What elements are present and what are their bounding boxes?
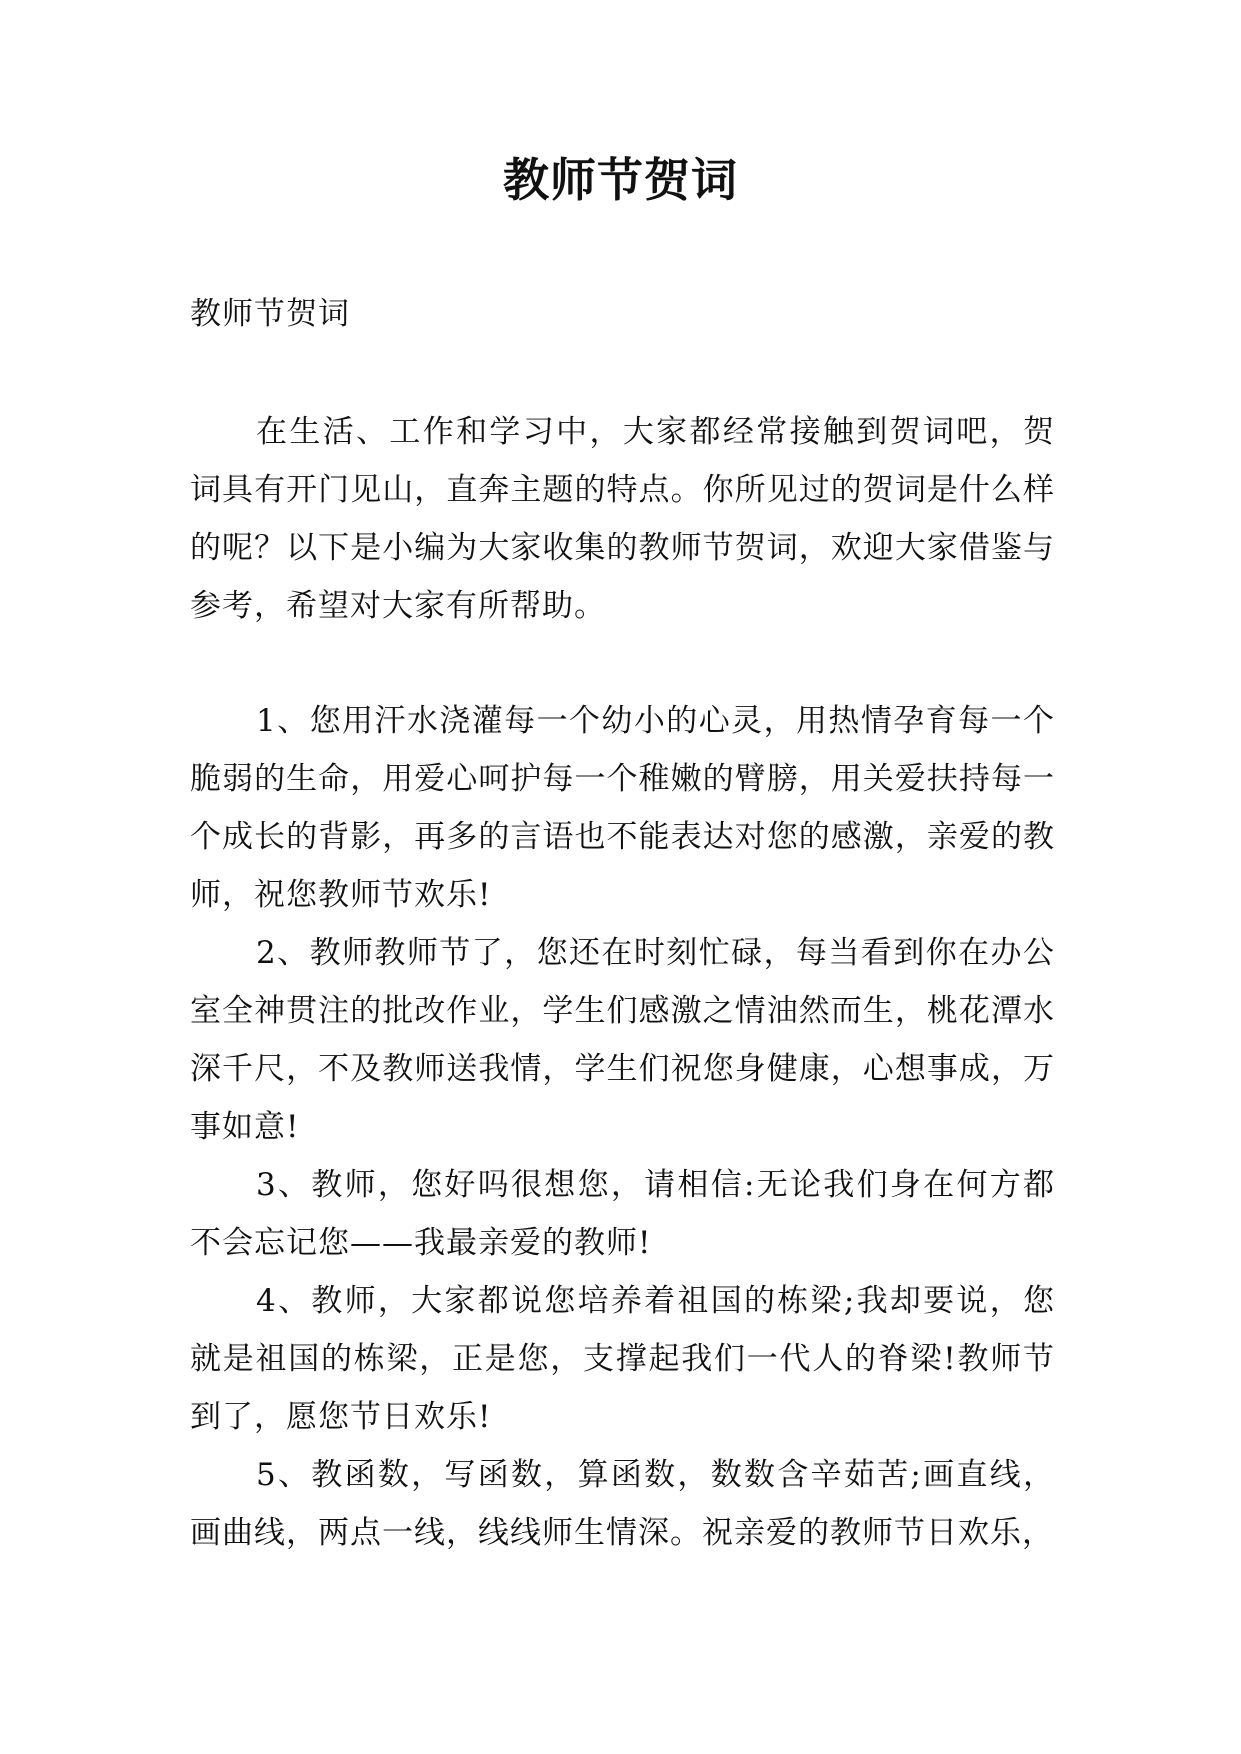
document-title: 教师节贺词: [503, 153, 738, 207]
greeting-item-3: 3、教师，您好吗很想您，请相信:无论我们身在何方都不会忘记您——我最亲爱的教师!: [190, 1167, 1055, 1261]
intro-paragraph: 在生活、工作和学习中，大家都经常接触到贺词吧，贺词具有开门见山，直奔主题的特点。你所见过的贺词是什么样的呢？以下是小编为大家收集的教师节贺词，欢迎大家借鉴与参考，希望对大家有所帮助。: [190, 414, 1055, 624]
greeting-item-4: 4、教师，大家都说您培养着祖国的栋梁;我却要说，您就是祖国的栋梁，正是您，支撑起我们一代人的脊梁!教师节到了，愿您节日欢乐!: [190, 1283, 1055, 1435]
greeting-item-2: 2、教师教师节了，您还在时刻忙碌，每当看到你在办公室全神贯注的批改作业，学生们感激之情油然而生，桃花潭水深千尺，不及教师送我情，学生们祝您身健康，心想事成，万事如意!: [190, 935, 1055, 1145]
greeting-item-1: 1、您用汗水浇灌每一个幼小的心灵，用热情孕育每一个脆弱的生命，用爱心呵护每一个稚嫩的臂膀，用关爱扶持每一个成长的背影，再多的言语也不能表达对您的感激，亲爱的教师，祝您教师节欢乐!: [190, 703, 1055, 913]
greeting-item-5: 5、教函数，写函数，算函数，数数含辛茹苦;画直线，画曲线，两点一线，线线师生情深。祝亲爱的教师节日欢乐，: [190, 1457, 1055, 1551]
document-subtitle: 教师节贺词: [190, 296, 350, 332]
